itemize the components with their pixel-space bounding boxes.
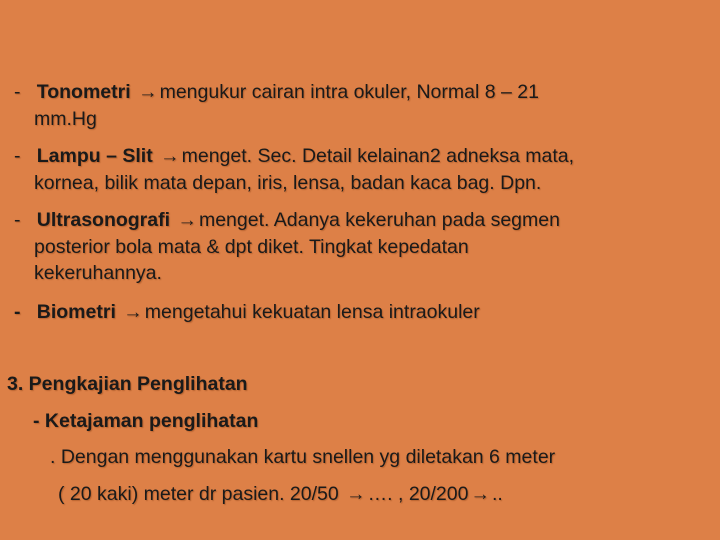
section-detail-line2 [58, 483, 503, 505]
bullet-dash: - [14, 145, 21, 167]
arrow-right-icon: → [138, 81, 158, 103]
bullet-biometri [14, 301, 480, 323]
detail-text: .. [491, 483, 503, 505]
bullet-ultrasonografi-cont2: kekeruhannya. [34, 262, 162, 284]
bullet-term: Tonometri [36, 81, 131, 103]
bullet-text: menget. Adanya kekeruhan pada segmen [198, 209, 560, 231]
arrow-right-icon: → [160, 145, 180, 167]
bullet-ultrasonografi-cont: posterior bola mata & dpt diket. Tingkat kepedatan [34, 236, 469, 258]
arrow-right-icon: → [470, 483, 490, 505]
bullet-text: mengetahui kekuatan lensa intraokuler [144, 301, 480, 323]
detail-text: ( 20 kaki) meter dr pasien. 20/50 [58, 483, 339, 505]
bullet-tonometri-cont: mm.Hg [34, 108, 97, 130]
bullet-lampu-slit-cont: kornea, bilik mata depan, iris, lensa, badan kaca bag. Dpn. [34, 172, 542, 194]
bullet-tonometri [14, 81, 539, 103]
bullet-term: Ultrasonografi [36, 209, 171, 231]
bullet-text: mengukur cairan intra okuler, Normal 8 – 21 [159, 81, 539, 103]
bullet-dash: - [14, 301, 21, 323]
arrow-right-icon: → [346, 483, 366, 505]
section-subheading: - Ketajaman penglihatan [33, 410, 259, 432]
bullet-dash: - [14, 81, 21, 103]
arrow-right-icon: → [177, 209, 197, 231]
bullet-dash: - [14, 209, 21, 231]
bullet-text: menget. Sec. Detail kelainan2 adneksa mata, [181, 145, 575, 167]
bullet-ultrasonografi [14, 209, 560, 231]
bullet-term: Biometri [36, 301, 116, 323]
arrow-right-icon: → [123, 301, 143, 323]
bullet-term: Lampu – Slit [36, 145, 153, 167]
section-heading: 3. Pengkajian Penglihatan [7, 373, 248, 395]
section-detail-line1: . Dengan menggunakan kartu snellen yg diletakan 6 meter [50, 446, 556, 468]
bullet-lampu-slit [14, 145, 574, 167]
detail-text: …. , 20/200 [367, 483, 469, 505]
